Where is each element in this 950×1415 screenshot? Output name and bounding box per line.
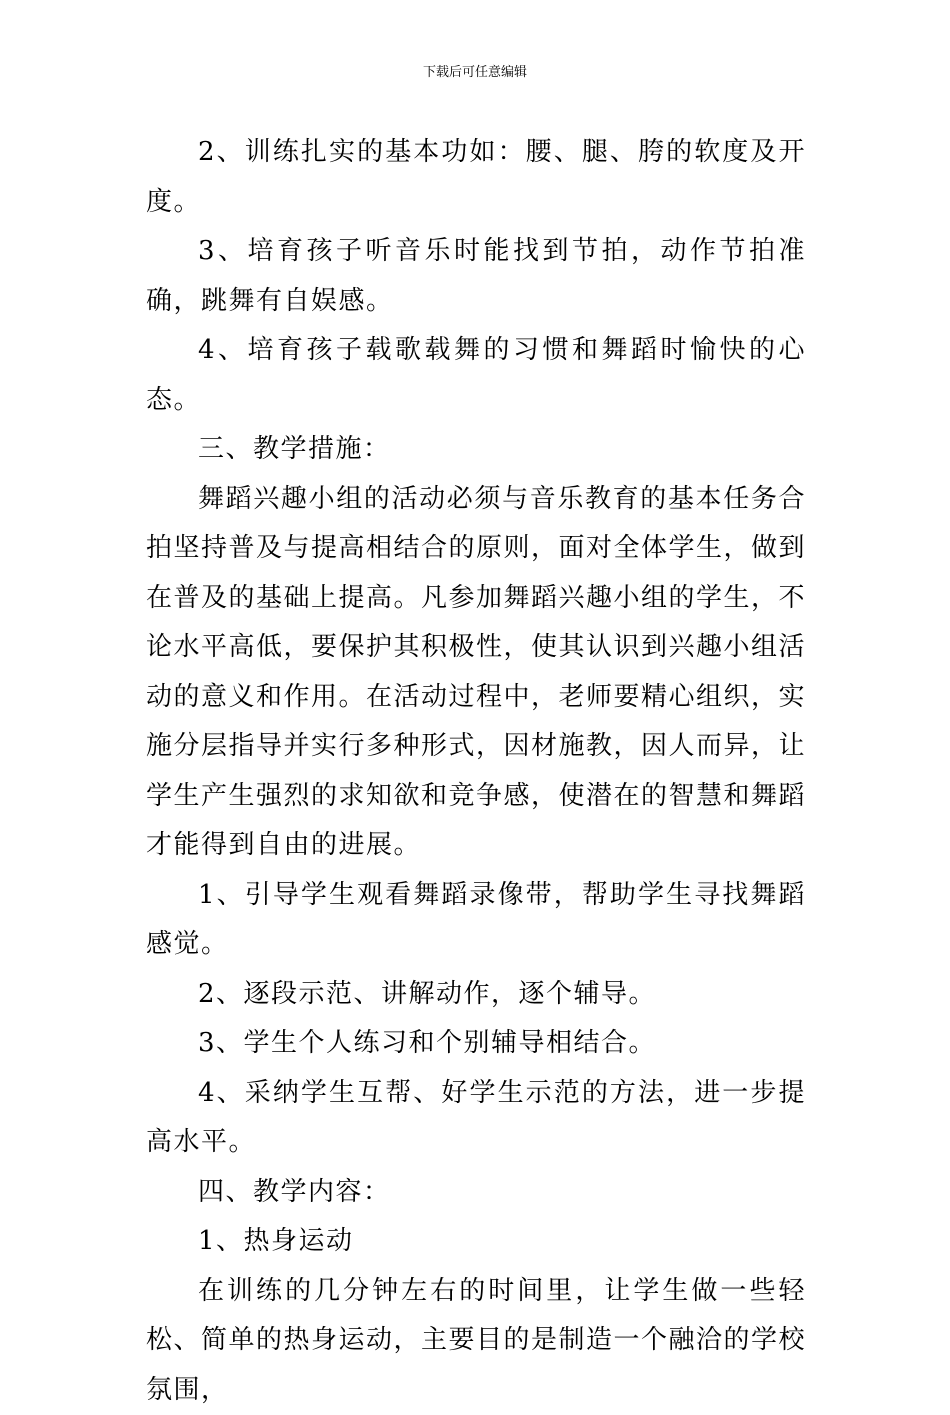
paragraph-goal-4: 4、培育孩子载歌载舞的习惯和舞蹈时愉快的心态。 bbox=[146, 326, 806, 425]
paragraph-measure-2: 2、逐段示范、讲解动作，逐个辅导。 bbox=[146, 970, 806, 1020]
paragraph-measure-3: 3、学生个人练习和个别辅导相结合。 bbox=[146, 1019, 806, 1069]
section-heading-measures: 三、教学措施： bbox=[146, 425, 806, 475]
subheading-warmup: 1、热身运动 bbox=[146, 1217, 806, 1267]
paragraph-warmup: 在训练的几分钟左右的时间里，让学生做一些轻松、简单的热身运动，主要目的是制造一个融洽的学校氛围， bbox=[146, 1267, 806, 1415]
paragraph-measures-intro: 舞蹈兴趣小组的活动必须与音乐教育的基本任务合拍坚持普及与提高相结合的原则，面对全体学生，做到在普及的基础上提高。凡参加舞蹈兴趣小组的学生，不论水平高低，要保护其积极性，使其认识到兴趣小组活动的意义和作用。在活动过程中，老师要精心组织，实施分层指导并实行多种形式，因材施教，因人而异，让学生产生强烈的求知欲和竞争感，使潜在的智慧和舞蹈才能得到自由的进展。 bbox=[146, 475, 806, 871]
paragraph-measure-4: 4、采纳学生互帮、好学生示范的方法，进一步提高水平。 bbox=[146, 1069, 806, 1168]
paragraph-goal-3: 3、培育孩子听音乐时能找到节拍，动作节拍准确，跳舞有自娱感。 bbox=[146, 227, 806, 326]
paragraph-measure-1: 1、引导学生观看舞蹈录像带，帮助学生寻找舞蹈感觉。 bbox=[146, 871, 806, 970]
page-header: 下载后可任意编辑 bbox=[0, 64, 950, 82]
document-body bbox=[146, 128, 806, 1415]
section-heading-content: 四、教学内容： bbox=[146, 1168, 806, 1218]
paragraph-goal-2: 2、训练扎实的基本功如：腰、腿、胯的软度及开度。 bbox=[146, 128, 806, 227]
